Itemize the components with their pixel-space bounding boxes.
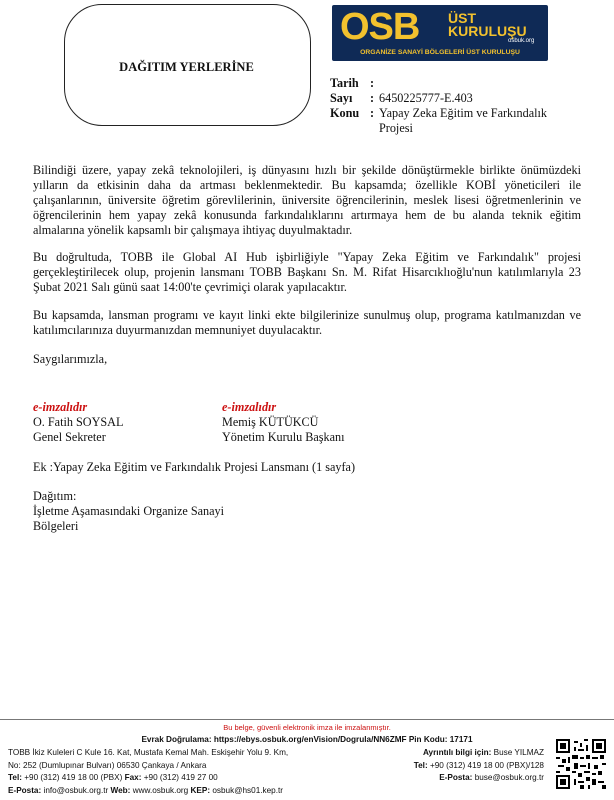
logo-kurulusu-text: KURULUŞU [448, 23, 527, 39]
info-email-label: E-Posta: [439, 773, 473, 783]
info-line [380, 747, 544, 760]
web-label: Web: [110, 785, 131, 795]
footer-esign-notice: Bu belge, güvenli elektronik imza ile imzalanmıştır. [223, 723, 391, 732]
body-paragraph-3: Bu kapsamda, lansman programı ve kayıt linki ekte bilgilerinize sunulmuş olup, programa katılmanızdan ve katılımcılarınıza duyurmanızdan memnuniyet duyulacaktır. [33, 308, 581, 337]
distribution-line-1: İşletme Aşamasındaki Organize Sanayi [33, 504, 225, 518]
web-link[interactable]: www.osbuk.org [132, 785, 189, 795]
distribution [33, 489, 224, 534]
body-paragraph-2: Bu doğrultuda, TOBB ile Global AI Hub işbirliğiyle "Yapay Zeka Eğitim ve Farkındalık" projesi gerçekleştirilecek olup, projenin lansmanı TOBB Başkanı Sn. M. Rifat Hisarcıklıoğlu'nun katılımlarıyla 23 Şubat 2021 Salı günü saat 14:00'te çevrimiçi olarak yapılacaktır. [33, 250, 581, 294]
tel-label: Tel: [8, 773, 22, 783]
e-signature-stamp: e-imzalıdır [33, 400, 88, 414]
footer-divider [0, 719, 614, 720]
email-label: E-Posta: [8, 785, 42, 795]
attachment-line: Ek :Yapay Zeka Eğitim ve Farkındalık Projesi Lansmanı (1 sayfa) [33, 460, 355, 474]
number-value: 6450225777-E.403 [379, 91, 473, 105]
subject-value: Yapay Zeka Eğitim ve Farkındalık Projesi [379, 106, 547, 135]
document-meta [330, 76, 590, 136]
kep-label: KEP: [190, 785, 211, 795]
osb-logo [332, 5, 548, 61]
footer-online-line [8, 785, 338, 798]
meta-subject-row [330, 106, 590, 136]
fax-label: Fax: [124, 773, 142, 783]
date-colon: : [370, 76, 375, 90]
info-value: Buse YILMAZ [493, 748, 544, 757]
meta-number-row [330, 91, 590, 106]
signer-title: Yönetim Kurulu Başkanı [222, 430, 345, 444]
e-signature-stamp: e-imzalıdır [222, 400, 277, 414]
footer-address-1: TOBB İkiz Kuleleri C Kule 16. Kat, Mustafa Kemal Mah. Eskişehir Yolu 9. Km, [8, 748, 289, 757]
meta-date-row [330, 76, 590, 91]
body-paragraph-1: Bilindiği üzere, yapay zekâ teknolojileri, iş dünyasını hızlı bir şekilde dönüştürmekle birlikte önümüzdeki yılların da etkisinin daha da artması beklenmektedir. Bu kapsamda; özellikle KOBİ yöneticileri ile çalışanlarının, üniversite öğretim görevlilerinin, üniversite öğrencilerinin, meslek lisesi öğretmenlerinin ve öğrencilerinin hem yapay zekâ konusunda farkındalıklarını artırmaya hem de bu alanda teknik eğitim almalarına yönelik kapsamlı bir çalışmaya ihtiyaç duyulmaktadır. [33, 163, 581, 237]
distribution-label: Dağıtım: [33, 489, 77, 503]
tel-value: +90 (312) 419 18 00 (PBX) [24, 773, 123, 783]
date-label: Tarih [330, 76, 359, 90]
footer-contact-person [380, 747, 544, 785]
date-value [379, 76, 590, 91]
footer-verification: Evrak Doğrulama: https://ebys.osbuk.org/enVision/Dogrula/NN6ZMF Pin Kodu: 17171 [141, 735, 473, 744]
info-tel-line [380, 760, 544, 773]
distribution-line-2: Bölgeleri [33, 519, 79, 533]
qr-code-icon [556, 739, 606, 789]
closing: Saygılarımızla, [33, 352, 108, 366]
signature-2 [222, 400, 345, 445]
signer-title: Genel Sekreter [33, 430, 106, 444]
info-label: Ayrıntılı bilgi için: [422, 748, 492, 757]
email-link[interactable]: info@osbuk.org.tr [43, 785, 109, 795]
kep-value: osbuk@hs01.kep.tr [212, 785, 284, 795]
subject-label: Konu [330, 106, 360, 120]
info-email-link[interactable]: buse@osbuk.org.tr [474, 773, 544, 783]
info-tel-value: +90 (312) 419 18 00 (PBX)/128 [429, 760, 544, 770]
logo-ust-text: ÜST [448, 10, 476, 26]
address-label: DAĞITIM YERLERİNE [119, 60, 254, 74]
signer-name: Memiş KÜTÜKCÜ [222, 415, 319, 429]
logo-subtitle: ORGANİZE SANAYİ BÖLGELERİ ÜST KURULUŞU [360, 49, 520, 56]
signer-name: O. Fatih SOYSAL [33, 415, 124, 429]
footer-contact [8, 747, 338, 797]
info-email-line [380, 772, 544, 785]
logo-osb-text: OSB [340, 6, 420, 48]
footer-address-2: No: 252 (Dumlupınar Bulvarı) 06530 Çankaya / Ankara [8, 760, 207, 770]
number-label: Sayı [330, 91, 353, 105]
info-tel-label: Tel: [413, 760, 428, 770]
subject-colon: : [370, 106, 375, 120]
signature-1 [33, 400, 123, 445]
logo-url-text: osbuk.org [508, 38, 535, 44]
footer-phone-line [8, 772, 338, 785]
fax-value: +90 (312) 419 27 00 [143, 773, 218, 783]
number-colon: : [370, 91, 375, 105]
